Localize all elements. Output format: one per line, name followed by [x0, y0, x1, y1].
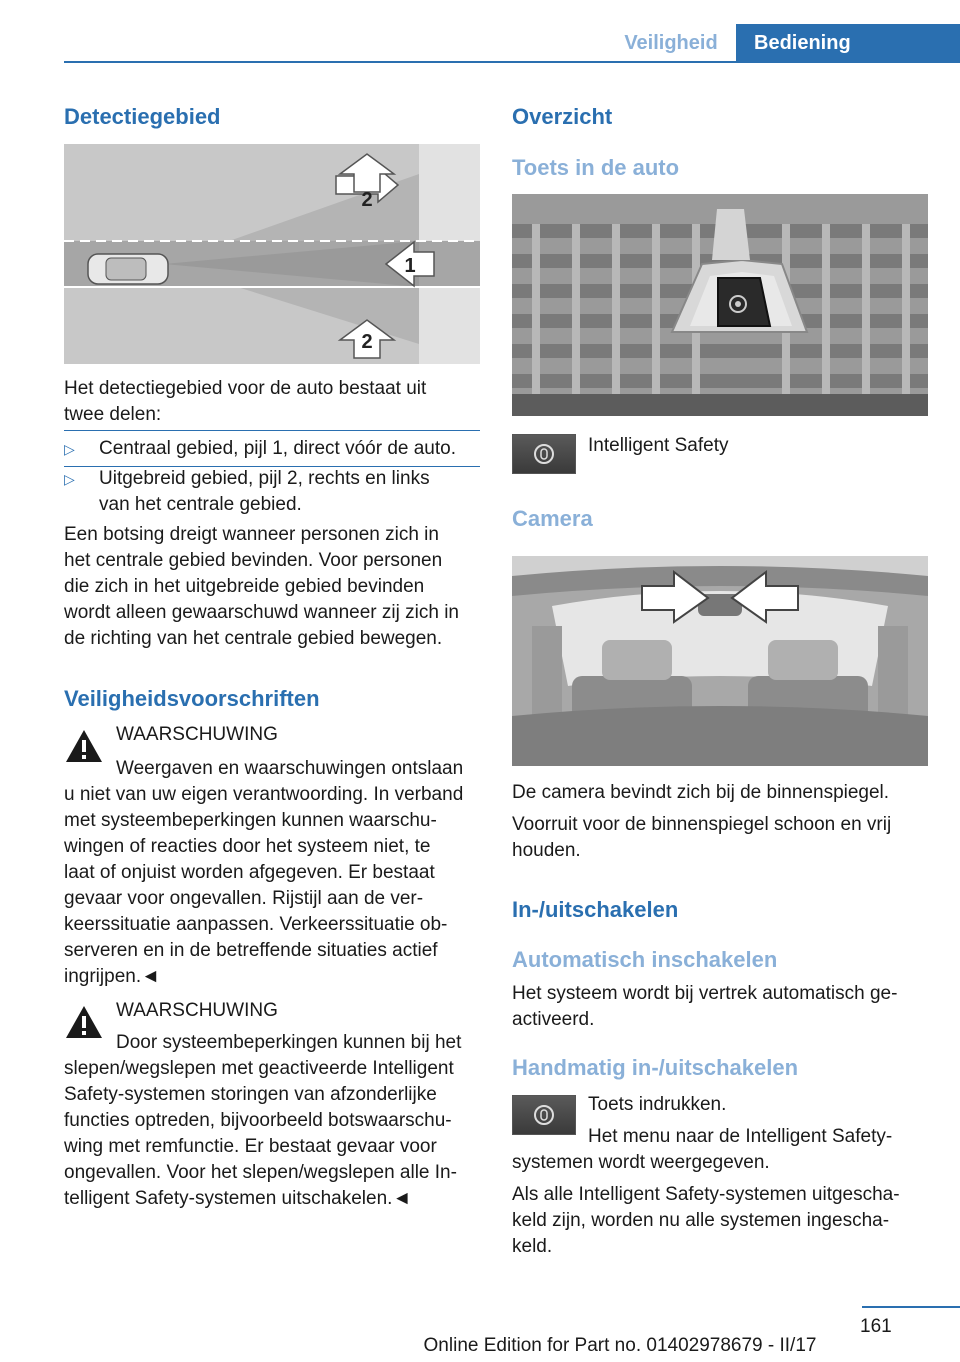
car-icon [88, 254, 168, 284]
camera-interior-photo [512, 556, 928, 766]
heading-camera: Camera [512, 506, 593, 531]
warning1-label: WAARSCHUWING [116, 724, 278, 745]
safety-icon [533, 1104, 555, 1126]
bullet-marker-icon: ▷ [64, 441, 75, 457]
detection-area-figure [64, 144, 480, 364]
warning2-label: WAARSCHUWING [116, 1000, 278, 1021]
footer-divider [862, 1306, 960, 1308]
safety-icon [533, 443, 555, 465]
edition-footer: Online Edition for Part no. 01402978679 - II/17 [423, 1335, 817, 1356]
bullet-divider [64, 430, 480, 431]
label-arrow-mid: 1 [404, 255, 416, 277]
manual-text: systemen wordt weergegeven. Als alle Intelligent Safety-systemen uitgescha- keld zijn, worden nu alle systemen ingescha- keld. [512, 1152, 900, 1257]
heading-overzicht: Overzicht [512, 104, 613, 129]
label-arrow-bottom: 2 [361, 331, 373, 353]
heading-detectiegebied: Detectiegebied [64, 104, 221, 129]
auto-text: Het systeem wordt bij vertrek automatisch ge- activeerd. [512, 983, 898, 1030]
bullet-marker-icon: ▷ [64, 471, 75, 487]
tab-veiligheid[interactable]: Veiligheid [624, 31, 718, 54]
intro-text: Het detectiegebied voor de auto bestaat uit twee delen: [64, 378, 427, 425]
button-caption: Intelligent Safety [588, 435, 729, 456]
camera-text: De camera bevindt zich bij de binnenspiegel. Voorruit voor de binnenspiegel schoon en vrij houden. [512, 782, 892, 861]
intelligent-safety-button-icon [512, 434, 576, 474]
manual-caption-1: Toets indrukken. [588, 1094, 727, 1115]
header-divider [64, 61, 960, 63]
bullet-central: ▷ Centraal gebied, pijl 1, direct vóór de auto. [64, 436, 480, 462]
heading-toets-in-de-auto: Toets in de auto [512, 155, 680, 180]
warning2-text: Door systeembeperkingen kunnen bij het slepen/wegslepen met geactiveerde Intelligent Safety-systemen storingen van afzonderlijke functies optreden, bijvoorbeeld botswaarschu- wing met remfunctie. Er bestaat gevaar voor ongevallen. Voor het slepen/wegslepen alle In- telligent Safety-systemen uitschakelen.◄ [64, 1032, 462, 1209]
heading-veiligheidsvoorschriften: Veiligheidsvoorschriften [64, 686, 320, 711]
toggle-button-icon [512, 1095, 576, 1135]
warning1-text: Weergaven en waarschuwingen ontslaan u niet van uw eigen verantwoording. In verband met systeembeperkingen kunnen waarschu- wingen of reacties door het systeem niet, te laat of onjuist worden afgegeven. Er bestaat gevaar voor ongevallen. Rijstijl aan de ver- keerssituatie aanpassen. Verkeerssituatie ob- serveren en in de betreffende situaties actief ingrijpen.◄ [64, 758, 464, 987]
heading-in-uitschakelen: In-/uitschakelen [512, 897, 679, 922]
collision-paragraph: Een botsing dreigt wanneer personen zich in het centrale gebied bevinden. Voor personen die zich in het uitgebreide gebied bevinden wordt alleen gewaarschuwd wanneer zij zich in de richting van het centrale gebied bewegen. [64, 524, 459, 649]
manual-caption-2: Het menu naar de Intelligent Safety- [588, 1126, 893, 1147]
label-arrow-top: 2 [361, 189, 373, 211]
page-number: 161 [860, 1316, 892, 1337]
heading-automatisch-inschakelen: Automatisch inschakelen [512, 947, 778, 972]
heading-handmatig: Handmatig in-/uitschakelen [512, 1055, 799, 1080]
tab-bediening[interactable]: Bediening [736, 24, 960, 62]
bullet-extended: ▷ Uitgebreid gebied, pijl 2, rechts en links van het centrale gebied. [64, 468, 430, 515]
car-button-photo [512, 194, 928, 416]
